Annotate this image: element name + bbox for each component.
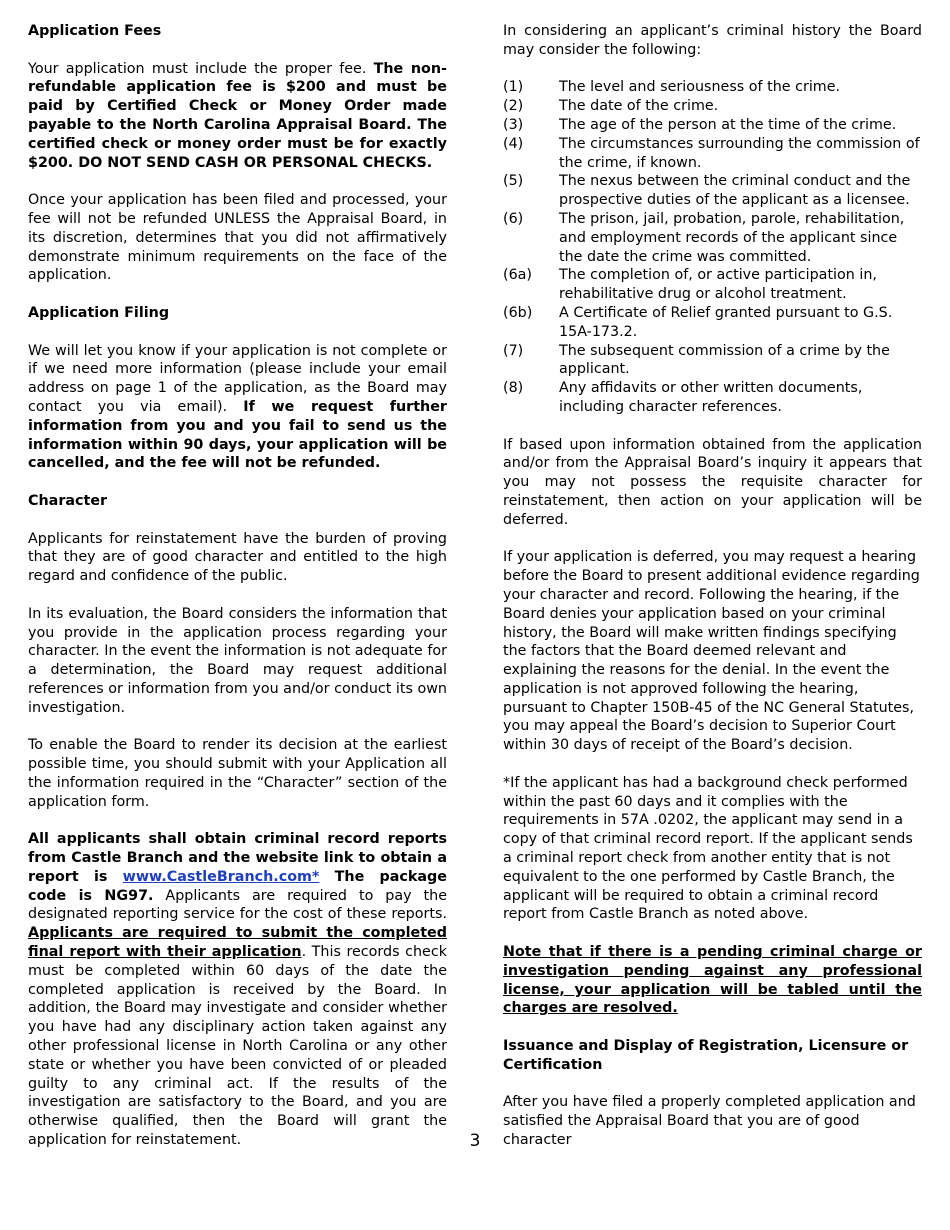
item-number: (6): [503, 210, 524, 227]
fees-paragraph-2: Once your application has been filed and processed, your fee will not be refunded UNLESS the Appraisal Board, in its discretion, determines that you did not affirmatively demonstrate minimum requirements on the face of the application.: [28, 192, 447, 284]
item-text: The prison, jail, probation, parole, rehabilitation, and employment records of the applicant since the date the crime was committed.: [559, 210, 905, 265]
heading-issuance-display: Issuance and Display of Registration, Licensure or Certification: [503, 1038, 909, 1073]
item-number: (3): [503, 116, 524, 133]
list-item: [503, 342, 922, 380]
fees-paragraph-1: [28, 60, 447, 173]
item-number: (5): [503, 173, 524, 190]
item-number: (6a): [503, 267, 533, 284]
deferred-paragraph-1: If based upon information obtained from the application and/or from the Appraisal Board’s inquiry it appears that you may not possess the requisite character for reinstatement, then action on your application will be deferred.: [503, 436, 922, 528]
item-text: The completion of, or active participation in, rehabilitative drug or alcohol treatment.: [559, 267, 877, 303]
reporting-cost-text: Applicants are required to pay the designated reporting service for the cost of these reports.: [28, 887, 448, 923]
criminal-history-intro: In considering an applicant’s criminal history the Board may consider the following:: [503, 23, 922, 58]
list-item: [503, 135, 922, 173]
item-text: The circumstances surrounding the commission of the crime, if known.: [559, 135, 920, 171]
filing-bold-text: If we request further information from you and you fail to send us the information within 90 days, your application will be cancelled, and the fee will not be refunded.: [28, 398, 447, 472]
right-column: [503, 22, 922, 1169]
filing-paragraph: [28, 342, 447, 474]
criminal-record-bold-text: All applicants shall obtain criminal record reports from Castle Branch and the website link to obtain a report is: [28, 831, 447, 885]
left-column: [28, 22, 447, 1169]
list-item: [503, 172, 922, 210]
list-item: [503, 304, 922, 342]
package-code-text: The package code is NG97.: [28, 868, 447, 904]
background-check-paragraph: *If the applicant has had a background check performed within the past 60 days and it complies with the requirements in 57A .0202, the applicant may send in a copy of that criminal record report. If the applicant sends a criminal report check from another entity that is not equivalent to the one performed by Castle Branch, the applicant will be required to obtain a criminal record report from Castle Branch as noted above.: [503, 774, 913, 923]
item-text: The level and seriousness of the crime.: [559, 79, 841, 96]
criminal-record-paragraph: [28, 830, 447, 1150]
item-number: (7): [503, 342, 524, 359]
item-number: (4): [503, 135, 524, 152]
item-text: The subsequent commission of a crime by the applicant.: [559, 342, 890, 378]
character-paragraph-1: Applicants for reinstatement have the burden of proving that they are of good character and entitled to the high regard and confidence of the public.: [28, 530, 447, 585]
item-number: (8): [503, 380, 524, 397]
filing-text: We will let you know if your application is not complete or if we need more information (please include your email address on page 1 of the application, as the Board may contact you via email).: [28, 342, 447, 415]
castlebranch-link[interactable]: www.CastleBranch.com*: [122, 868, 320, 885]
item-number: (1): [503, 79, 524, 96]
list-item: [503, 78, 922, 97]
list-item: [503, 97, 922, 116]
character-paragraph-3: To enable the Board to render its decision at the earliest possible time, you should submit with your Application all the information required in the “Character” section of the application form.: [28, 737, 447, 810]
pending-charge-note: [503, 943, 922, 1018]
list-item: [503, 116, 922, 135]
heading-character: Character: [28, 492, 108, 509]
list-item: [503, 266, 922, 304]
item-number: (2): [503, 98, 524, 115]
character-paragraph-2: In its evaluation, the Board considers the information that you provide in the application process regarding your character. In the event the information is not adequate for a determination, the Board may request additional references or information from you and/or conduct its own investigation.: [28, 605, 447, 716]
heading-application-fees: Application Fees: [28, 23, 162, 39]
item-text: The date of the crime.: [559, 98, 719, 115]
item-text: A Certificate of Relief granted pursuant to G.S. 15A-173.2.: [559, 304, 893, 340]
heading-application-filing: Application Filing: [28, 304, 170, 321]
fees-text: Your application must include the proper fee.: [28, 60, 374, 77]
item-text: The nexus between the criminal conduct and the prospective duties of the applicant as a licensee.: [559, 173, 911, 209]
submit-report-requirement: Applicants are required to submit the completed final report with their application: [28, 925, 447, 961]
criminal-history-factor-list: [503, 78, 922, 416]
list-item: [503, 210, 922, 266]
deferred-paragraph-2: If your application is deferred, you may request a hearing before the Board to present additional evidence regarding your character and record. Following the hearing, if the Board denies your application based on your criminal history, the Board will make written findings specifying the factors that the Board deemed relevant and explaining the reasons for the denial. In the event the application is not approved following the hearing, pursuant to Chapter 150B-45 of the NC General Statutes, you may appeal the Board’s decision to Superior Court within 30 days of receipt of the Board’s decision.: [503, 549, 920, 754]
records-check-text: . This records check must be completed within 60 days of the date the completed application is received by the Board. In addition, the Board may investigate and consider whether you have had any disciplinary action taken against any other professional license in North Carolina or any other state or whether you have been convicted of or pleaded guilty to any criminal act. If the results of the investigation are satisfactory to the Board, and you are otherwise qualified, then the Board will grant the application for reinstatement.: [28, 944, 447, 1149]
item-text: Any affidavits or other written documents, including character references.: [559, 380, 863, 415]
item-text: The age of the person at the time of the crime.: [559, 116, 897, 133]
pending-charge-note-text: Note that if there is a pending criminal charge or investigation pending against any professional license, your application will be tabled until the charges are resolved.: [503, 944, 922, 1017]
fees-bold-text: The non-refundable application fee is $200 and must be paid by Certified Check or Money Order made payable to the North Carolina Appraisal Board. The certified check or money order must be for exactly $200. DO NOT SEND CASH OR PERSONAL CHECKS.: [28, 60, 447, 171]
page-number: 3: [469, 1131, 481, 1151]
item-number: (6b): [503, 304, 533, 321]
issuance-paragraph: After you have filed a properly completed application and satisfied the Appraisal Board that you are of good character: [503, 1094, 916, 1149]
list-item: [503, 379, 922, 417]
